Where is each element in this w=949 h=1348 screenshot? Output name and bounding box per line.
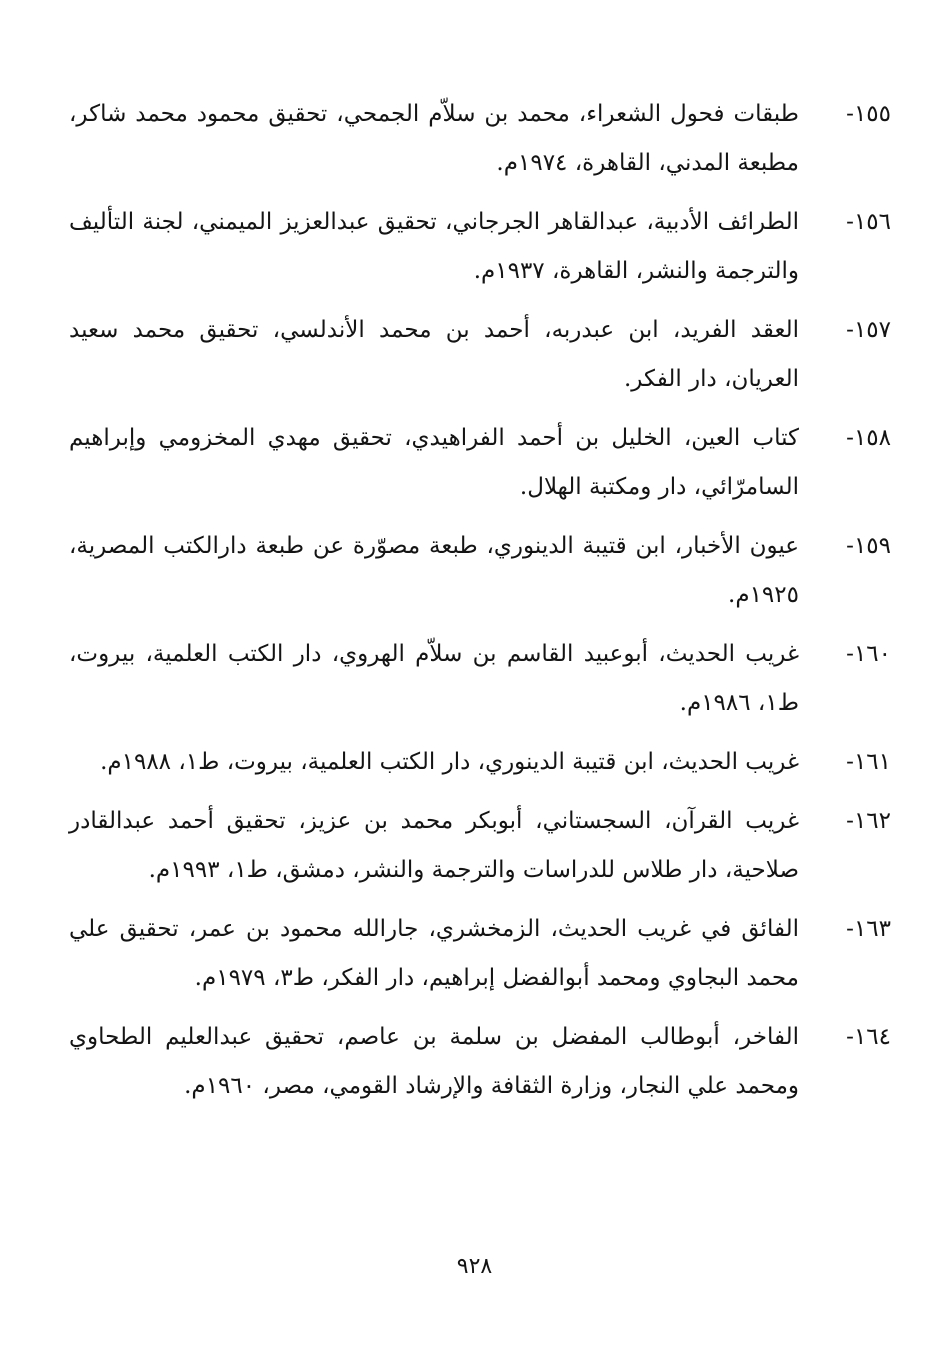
entry-text: عيون الأخبار، ابن قتيبة الدينوري، طبعة مصوّرة عن طبعة دارالكتب المصرية، ١٩٢٥م. [69, 533, 799, 608]
bibliography-entry [69, 797, 891, 895]
entry-number: ١٥٥- [846, 101, 891, 127]
entry-text: العقد الفريد، ابن عبدربه، أحمد بن محمد الأندلسي، تحقيق محمد سعيد العريان، دار الفكر. [69, 317, 799, 392]
bibliography-entry [69, 198, 891, 296]
entry-number: ١٦١- [846, 749, 891, 775]
entry-number: ١٦٠- [846, 641, 891, 667]
entry-number: ١٦٣- [846, 916, 891, 942]
entry-text: غريب الحديث، ابن قتيبة الدينوري، دار الكتب العلمية، بيروت، ط١، ١٩٨٨م. [100, 749, 799, 775]
bibliography-entry [69, 522, 891, 620]
bibliography-entry [69, 414, 891, 512]
entry-text: الفائق في غريب الحديث، الزمخشري، جارالله محمود بن عمر، تحقيق علي محمد البجاوي ومحمد أبوالفضل إبراهيم، دار الفكر، ط٣، ١٩٧٩م. [69, 916, 799, 991]
entry-number: ١٥٨- [846, 425, 891, 451]
entry-text: كتاب العين، الخليل بن أحمد الفراهيدي، تحقيق مهدي المخزومي وإبراهيم السامرّائي، دار ومكتبة الهلال. [69, 425, 799, 500]
bibliography-list [69, 90, 891, 1121]
entry-number: ١٥٧- [846, 317, 891, 343]
bibliography-entry [69, 306, 891, 404]
entry-number: ١٥٩- [846, 533, 891, 559]
bibliography-entry [69, 630, 891, 728]
entry-number: ١٦٤- [846, 1024, 891, 1050]
entry-number: ١٥٦- [846, 209, 891, 235]
entry-text: الطرائف الأدبية، عبدالقاهر الجرجاني، تحقيق عبدالعزيز الميمني، لجنة التأليف والترجمة والنشر، القاهرة، ١٩٣٧م. [69, 209, 799, 284]
bibliography-entry [69, 1013, 891, 1111]
bibliography-entry [69, 905, 891, 1003]
bibliography-entry [69, 738, 891, 787]
entry-text: الفاخر، أبوطالب المفضل بن سلمة بن عاصم، تحقيق عبدالعليم الطحاوي ومحمد علي النجار، وزارة الثقافة والإرشاد القومي، مصر، ١٩٦٠م. [69, 1024, 799, 1099]
entry-text: طبقات فحول الشعراء، محمد بن سلاّم الجمحي، تحقيق محمود محمد شاكر، مطبعة المدني، القاهرة، ١٩٧٤م. [69, 101, 799, 176]
entry-text: غريب الحديث، أبوعبيد القاسم بن سلاّم الهروي، دار الكتب العلمية، بيروت، ط١، ١٩٨٦م. [69, 641, 799, 716]
entry-text: غريب القرآن، السجستاني، أبوبكر محمد بن عزيز، تحقيق أحمد عبدالقادر صلاحية، دار طلاس للدراسات والترجمة والنشر، دمشق، ط١، ١٩٩٣م. [69, 808, 799, 883]
page-number: ٩٢٨ [456, 1254, 493, 1279]
entry-number: ١٦٢- [846, 808, 891, 834]
bibliography-entry [69, 90, 891, 188]
